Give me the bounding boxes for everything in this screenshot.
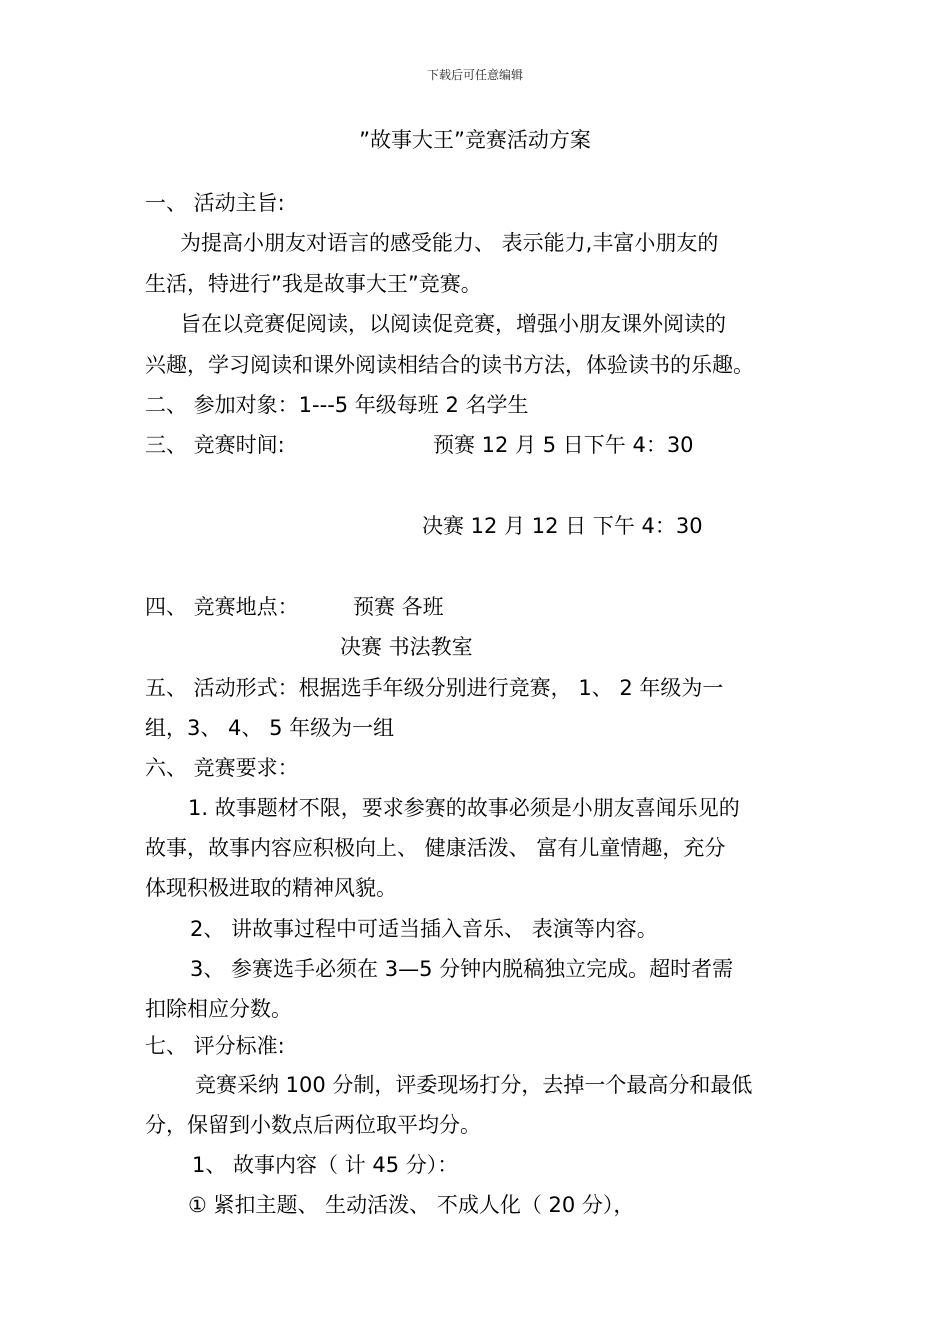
paragraph-line: 兴趣，学习阅读和课外阅读相结合的读书方法，体验读书的乐趣。 [145,353,754,377]
paragraph-line: 竞赛采纳 100 分制，评委现场打分，去掉一个最高分和最低 [195,1073,753,1097]
final-location: 决赛 书法教室 [340,635,473,659]
paragraph-line: 体现积极进取的精神风貌。 [145,876,397,900]
paragraph-line: 分，保留到小数点后两位取平均分。 [145,1113,481,1137]
section-3-heading: 三、 竞赛时间: [145,433,285,457]
preliminary-time: 预赛 12 月 5 日下午 4：30 [433,433,694,457]
paragraph-line: 2、 讲故事过程中可适当插入音乐、 表演等内容。 [190,917,658,941]
paragraph-line: 组，3、 4、 5 年级为一组 [145,716,395,740]
paragraph-line: 为提高小朋友对语言的感受能力、 表示能力,丰富小朋友的 [180,231,719,255]
section-2-heading: 二、 参加对象：1---5 年级每班 2 名学生 [145,393,529,417]
section-4-heading: 四、 竞赛地点： [145,595,299,619]
final-time: 决赛 12 月 12 日 下午 4：30 [422,514,703,538]
section-6-heading: 六、 竞赛要求： [145,756,299,780]
paragraph-line: 故事，故事内容应积极向上、 健康活泼、 富有儿童情趣，充分 [145,836,726,860]
section-7-heading: 七、 评分标准: [145,1034,285,1058]
preliminary-location: 预赛 各班 [353,595,444,619]
page-header-note: 下载后可任意编辑 [426,68,523,82]
paragraph-line: 生活，特进行”我是故事大王”竞赛。 [145,272,482,296]
paragraph-line: 3、 参赛选手必须在 3—5 分钟内脱稿独立完成。超时者需 [190,957,734,981]
section-5-heading: 五、 活动形式：根据选手年级分别进行竞赛， 1、 2 年级为一 [145,676,724,700]
section-1-heading: 一、 活动主旨: [145,191,285,215]
paragraph-line: 扣除相应分数。 [145,997,292,1021]
paragraph-line: 1. 故事题材不限，要求参赛的故事必须是小朋友喜闻乐见的 [188,796,740,820]
scoring-item: ① 紧扣主题、 生动活泼、 不成人化（ 20 分）， [188,1193,635,1217]
paragraph-line: 旨在以竞赛促阅读，以阅读促竞赛，增强小朋友课外阅读的 [180,312,726,336]
document-title: ”故事大王”竞赛活动方案 [359,128,591,152]
scoring-item: 1、 故事内容（ 计 45 分）： [192,1153,459,1177]
